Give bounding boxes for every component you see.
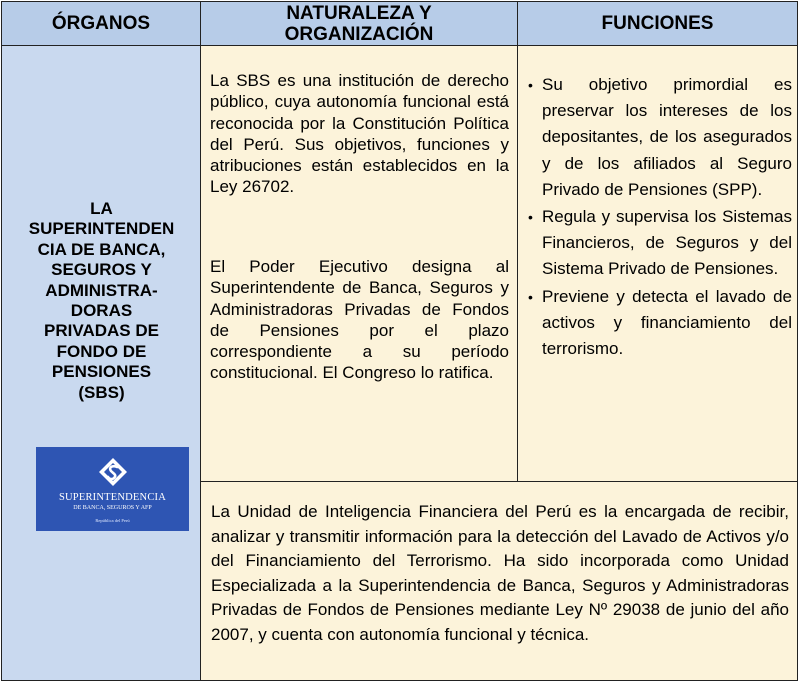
bullet-icon: •: [528, 77, 533, 93]
funciones-cell: [518, 46, 797, 482]
funciones-item: [528, 72, 792, 203]
funciones-item: [528, 204, 792, 283]
funciones-item-text: Su objetivo primordial es preservar los intereses de los depositantes, de los asegurados y de los afiliados al Seguro Privado de Pensiones (SPP).: [542, 75, 792, 199]
bullet-icon: •: [528, 209, 533, 226]
header-naturaleza: [201, 2, 518, 46]
header-naturaleza-line1: NATURALEZA Y: [286, 2, 432, 24]
organo-name: [2, 199, 201, 403]
uif-cell: [201, 482, 797, 680]
organo-name-line: FONDO DE: [56, 341, 147, 361]
header-funciones-label: FUNCIONES: [601, 13, 714, 34]
funciones-list: [528, 72, 792, 363]
organo-name-line: (SBS): [78, 382, 125, 402]
logo-text-superintendencia: SUPERINTENDENCIA: [58, 492, 167, 503]
organo-name-line: ADMINISTRA-: [45, 280, 158, 300]
uif-paragraph: La Unidad de Inteligencia Financiera del Perú es la encargada de recibir, analizar y transmitir información para la detección del Lavado de Activos y/o del Financiamiento del Terrorismo. Ha sido incorporada como Unidad Especializada a la Superintendencia de Banca, Seguros y Administradoras Privadas de Fondos de Pensiones mediante Ley Nº 29038 de junio del año 2007, y cuenta con autonomía funcional y técnica.: [211, 502, 789, 644]
bullet-icon: •: [528, 288, 533, 305]
header-organos: [2, 2, 201, 46]
naturaleza-cell: [201, 46, 518, 482]
organo-cell: [2, 46, 201, 680]
funciones-item: [528, 284, 792, 363]
sbs-logo: [36, 447, 189, 531]
organo-name-line: DORAS: [70, 301, 133, 321]
naturaleza-paragraph-2: El Poder Ejecutivo designa al Superintendente de Banca, Seguros y Administradoras Privadas de Fondos de Pensiones por el plazo correspondiente a su período constitucional. El Congreso lo ratifica.: [210, 257, 509, 383]
organo-name-line: CIA DE BANCA,: [37, 239, 166, 259]
organo-name-line: SUPERINTENDEN: [28, 219, 175, 239]
naturaleza-paragraph-1: La SBS es una institución de derecho público, cuya autonomía funcional está reconocida por la Constitución Política del Perú. Sus objetivos, funciones y atribuciones están establecidos en la Ley 26702.: [210, 71, 509, 197]
funciones-item-text: Regula y supervisa los Sistemas Financieros, de Seguros y del Sistema Privado de Pensiones.: [542, 207, 792, 279]
organs-table: [1, 1, 798, 681]
sbs-emblem-icon: [98, 457, 128, 487]
funciones-item-text: Previene y detecta el lavado de activos y financiamiento del terrorismo.: [542, 286, 792, 359]
organo-name-line: LA: [90, 199, 113, 218]
header-naturaleza-line2: ORGANIZACIÓN: [284, 23, 434, 45]
logo-text-peru: República del Perú: [95, 518, 130, 523]
header-funciones: [518, 2, 797, 46]
organo-name-line: SEGUROS Y: [51, 260, 152, 280]
organo-name-line: PENSIONES: [51, 362, 152, 382]
logo-text-banca: DE BANCA, SEGUROS Y AFP: [73, 505, 152, 511]
header-organos-label: ÓRGANOS: [51, 13, 151, 34]
organo-name-line: PRIVADAS DE: [44, 321, 159, 341]
